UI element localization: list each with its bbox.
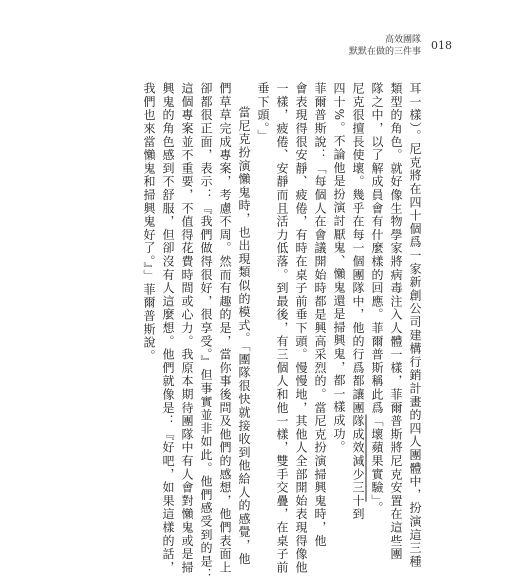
text-column: 一樣，疲倦、安靜而且活力低落。到最後，有三個人和他一樣，雙手交疊，在桌子前 <box>275 82 289 575</box>
text-column: 類型的角色。就好像生物學家將病毒注入人體一樣，菲爾普斯將尼克安置在這些團 <box>389 82 403 561</box>
text-column: 垂下頭。」 <box>256 82 270 143</box>
chapter-title: 默默在做的三件事 <box>348 47 421 57</box>
body-text <box>84 82 424 581</box>
text-column: 當尼克扮演懶鬼時，也出現類似的模式。「團隊很快就接收到他給人的感覺，他 <box>237 106 251 566</box>
text-segment: 隊之中，以了解成員會有什麼樣的回應。菲爾普斯稱此爲 <box>370 82 384 415</box>
book-title: 高效團隊 <box>384 35 421 45</box>
text-segment: 。 <box>370 501 384 515</box>
running-header <box>349 34 452 58</box>
text-column: 興鬼的角色感到不舒服，但卻沒有人這麼想。他們就像是：『好吧，如果這樣的話， <box>161 82 175 575</box>
text-column: 尼克很擅長使壞。幾乎在每一個團隊中，他的行爲都讓團隊成效減少三十到 <box>351 82 365 521</box>
text-column <box>367 82 386 515</box>
text-column: 我們也來當懶鬼和掃興鬼好了。』」菲爾普斯說。 <box>142 82 156 363</box>
text-column: 們草草完成專案，考慮不周。然而有趣的是，當你事後問及他們的感想，他們表面上 <box>218 82 232 575</box>
text-column: 會表現得很安靜、疲倦，有時在桌子前垂下頭。慢慢地，其他人全部開始表現得像他 <box>294 82 308 575</box>
experiment-name: 「壞蘋果實驗」 <box>370 414 384 502</box>
text-column: 這個專案並不重要，不值得花費時間或心力。我原本期待團隊中有人會對懶鬼或是掃 <box>180 82 194 575</box>
text-column: 卻都很正面，表示：『我們做得很好，很享受。』但事實並非如此。他們感受到的是： <box>199 82 213 581</box>
page-number: 018 <box>431 39 452 52</box>
text-column: 耳一樣）。尼克將在四十個爲一家新創公司建構行銷計畫的四人團體中，扮演這三種 <box>408 82 422 569</box>
text-column: 菲爾普斯說：「每個人在會議開始時都是興高采烈的。當尼克扮演掃興鬼時，他 <box>313 82 327 548</box>
text-column: 四十%。不論他是扮演討厭鬼、懶鬼還是掃興鬼，都一樣成功。 <box>332 82 346 454</box>
header-titles <box>349 34 421 58</box>
